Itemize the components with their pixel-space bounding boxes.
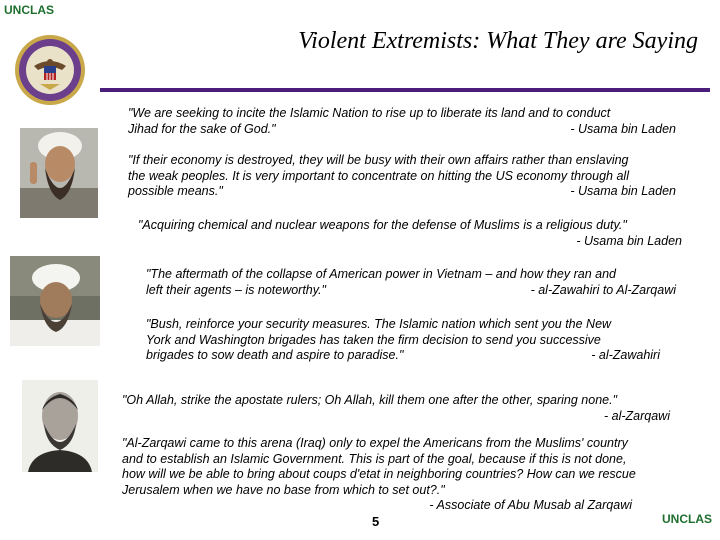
quote-block — [146, 317, 660, 364]
quote-block — [128, 153, 676, 200]
quote-attribution: - al-Zarqawi — [604, 408, 670, 423]
quote-text-line: possible means." — [128, 184, 223, 198]
quote-text-line: York and Washington brigades has taken the firm decision to send you successive — [146, 332, 601, 347]
quote-text-line: Jihad for the sake of God." — [128, 121, 276, 136]
quote-block — [138, 218, 682, 249]
portrait-photo-1 — [20, 128, 98, 218]
quote-attribution: - al-Zawahiri — [591, 348, 660, 362]
quote-text-line: the weak peoples. It is very important to concentrate on hitting the US economy through all — [128, 168, 629, 183]
portrait-photo-3 — [22, 380, 98, 472]
quote-block — [128, 106, 676, 137]
quote-attribution: - Usama bin Laden — [570, 184, 676, 198]
quote-text-line: "Al-Zarqawi came to this arena (Iraq) only to expel the Americans from the Muslims' country — [122, 436, 628, 450]
quote-attribution: - Usama bin Laden — [576, 233, 682, 248]
quote-block — [122, 393, 670, 424]
quote-block — [122, 436, 710, 514]
quote-attribution: - al-Zawahiri to Al-Zarqawi — [530, 282, 676, 297]
classification-marking-top: UNCLAS — [4, 3, 54, 17]
quote-text-line: and to establish an Islamic Government. This is part of the goal, because if this is not done, — [122, 451, 627, 466]
quote-text-line: brigades to sow death and aspire to paradise." — [146, 348, 404, 362]
quote-text-line: "Oh Allah, strike the apostate rulers; Oh Allah, kill them one after the other, sparing none." — [122, 393, 618, 407]
page-title: Violent Extremists: What They are Saying — [298, 28, 698, 54]
quote-text-line: how will we be able to bring about coups d'etat in neighboring countries? How can we rescue — [122, 467, 636, 481]
quote-text-line: left their agents – is noteworthy." — [146, 282, 326, 297]
quote-text-line: "Acquiring chemical and nuclear weapons for the defense of Muslims is a religious duty." — [138, 218, 627, 232]
title-divider — [100, 88, 710, 92]
quote-attribution: - Usama bin Laden — [570, 121, 676, 136]
quote-text-line: "We are seeking to incite the Islamic Nation to rise up to liberate its land and to conduct — [128, 106, 611, 120]
quote-text-line: "The aftermath of the collapse of American power in Vietnam – and how they ran and — [146, 267, 616, 281]
classification-marking-bottom: UNCLAS — [662, 512, 712, 526]
portrait-photo-2 — [10, 256, 100, 346]
quote-text-line: "Bush, reinforce your security measures. The Islamic nation which sent you the New — [146, 317, 612, 331]
quote-text-line: "If their economy is destroyed, they will be busy with their own affairs rather than enslaving — [128, 153, 629, 167]
quote-attribution: - Associate of Abu Musab al Zarqawi — [429, 498, 632, 512]
quote-block — [146, 267, 676, 298]
page-number: 5 — [372, 514, 380, 529]
dod-seal-icon — [14, 34, 86, 106]
quote-text-line: Jerusalem when we have no base from which to set out?." — [122, 482, 445, 497]
